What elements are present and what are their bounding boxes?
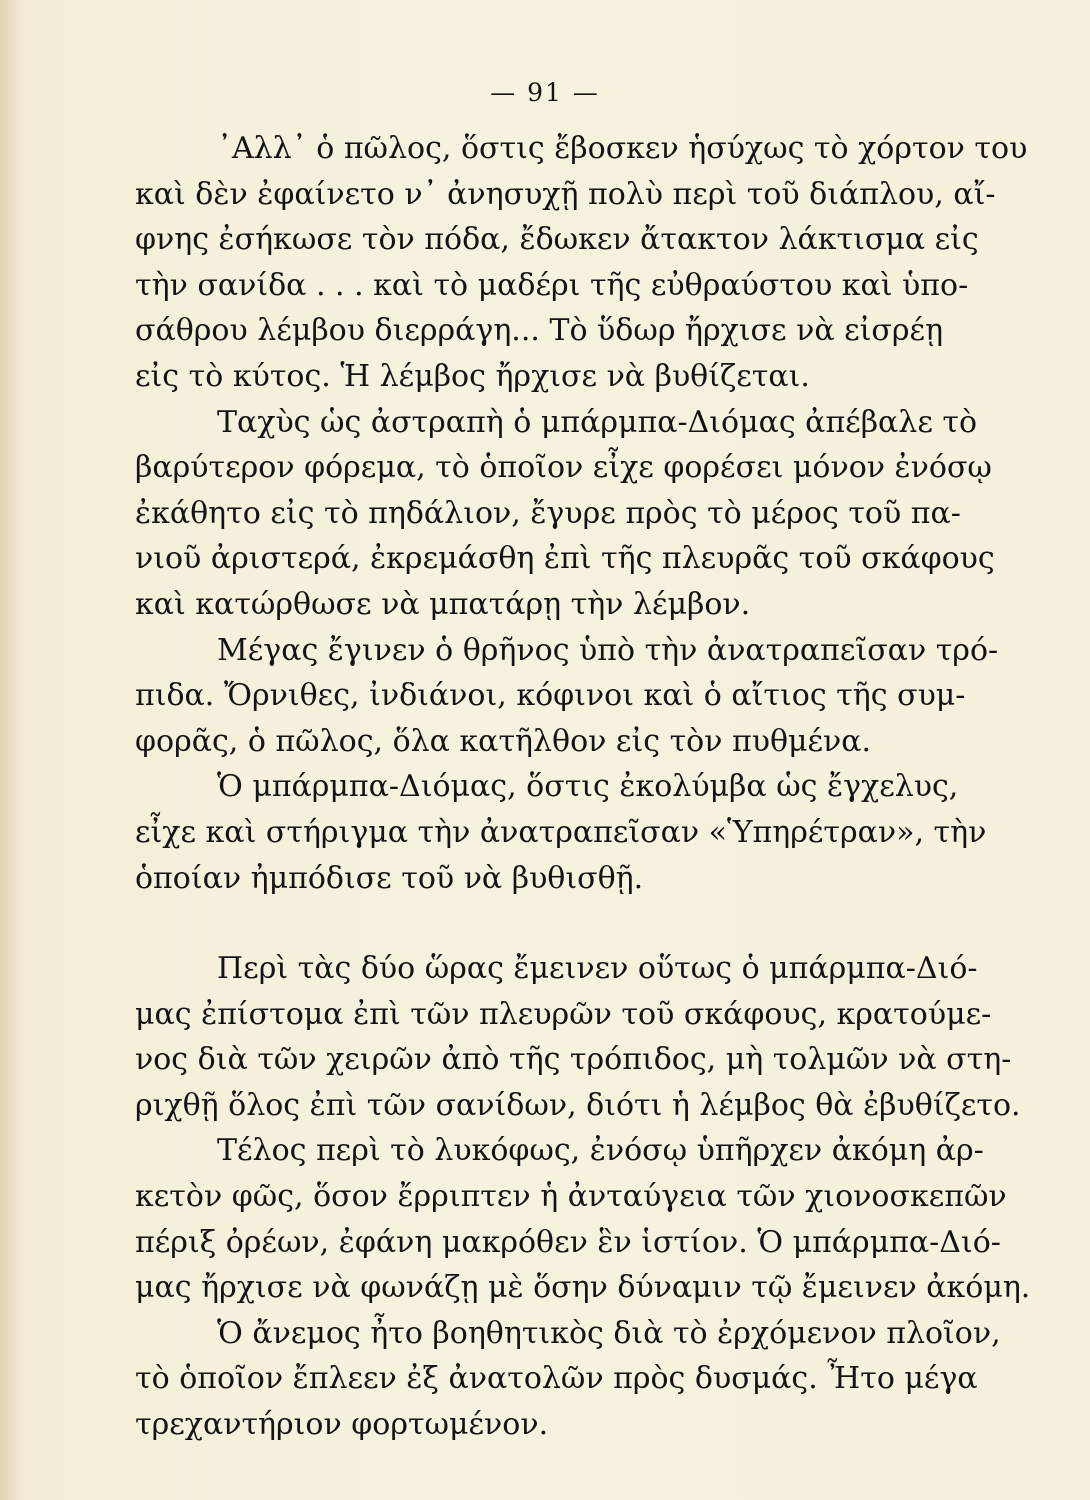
text-line: Ὁ ἄνεμος ἦτο βοηθητικὸς διὰ τὸ ἐρχόμενον πλοῖον, bbox=[217, 1315, 1001, 1351]
text-line: ὁποίαν ἠμπόδισε τοῦ νὰ βυθισθῇ. bbox=[135, 860, 644, 896]
paragraph-4 bbox=[135, 764, 987, 901]
text-line: πέριξ ὀρέων, ἐφάνη μακρόθεν ἓν ἱστίον. Ὁ μπάρμπα-Διό- bbox=[135, 1224, 1001, 1260]
paragraph-2 bbox=[135, 400, 995, 628]
paragraph-6 bbox=[135, 1128, 1031, 1310]
paragraph-7 bbox=[135, 1311, 1001, 1448]
text-line: νος διὰ τῶν χειρῶν ἀπὸ τῆς τρόπιδος, μὴ τολμῶν νὰ στη- bbox=[135, 1042, 1012, 1078]
text-line: φορᾶς, ὁ πῶλος, ὅλα κατῆλθον εἰς τὸν πυθμένα. bbox=[135, 723, 872, 759]
body-text bbox=[135, 126, 1031, 1448]
text-line: ἐκάθητο εἰς τὸ πηδάλιον, ἔγυρε πρὸς τὸ μέρος τοῦ πα- bbox=[135, 495, 961, 531]
text-line: εἰς τὸ κύτος. Ἡ λέμβος ἤρχισε νὰ βυθίζεται. bbox=[135, 358, 810, 394]
paragraph-3 bbox=[135, 628, 999, 765]
text-line: φνης ἐσήκωσε τὸν πόδα, ἔδωκεν ἄτακτον λάκτισμα εἰς bbox=[135, 222, 979, 258]
text-line: νιοῦ ἀριστερά, ἐκρεμάσθη ἐπὶ τῆς πλευρᾶς τοῦ σκάφους bbox=[135, 541, 995, 577]
text-line: τὸ ὁποῖον ἔπλεεν ἐξ ἀνατολῶν πρὸς δυσμάς. Ἦτο μέγα bbox=[135, 1361, 978, 1397]
text-line: βαρύτερον φόρεμα, τὸ ὁποῖον εἶχε φορέσει μόνον ἐνόσῳ bbox=[135, 450, 992, 486]
text-line: μας ἐπίστομα ἐπὶ τῶν πλευρῶν τοῦ σκάφους, κρατούμε- bbox=[135, 996, 992, 1032]
text-line: καὶ δὲν ἐφαίνετο ν᾿ ἀνησυχῇ πολὺ περὶ τοῦ διάπλου, αἴ- bbox=[135, 176, 996, 212]
paragraph-1 bbox=[135, 126, 1028, 400]
page-fold-shadow bbox=[0, 0, 26, 1500]
text-line: Μέγας ἔγινεν ὁ θρῆνος ὑπὸ τὴν ἀνατραπεῖσαν τρό- bbox=[217, 632, 999, 668]
text-line: Τέλος περὶ τὸ λυκόφως, ἐνόσῳ ὑπῆρχεν ἀκόμη ἀρ- bbox=[217, 1133, 984, 1169]
text-line: τὴν σανίδα . . . καὶ τὸ μαδέρι τῆς εὐθραύστου καὶ ὑπο- bbox=[135, 267, 969, 303]
text-line: πιδα. Ὄρνιθες, ἰνδιάνοι, κόφινοι καὶ ὁ αἴτιος τῆς συμ- bbox=[135, 678, 966, 714]
text-line: μας ἤρχισε νὰ φωνάζῃ μὲ ὅσην δύναμιν τῷ ἔμεινεν ἀκόμη. bbox=[135, 1270, 1031, 1306]
text-line: τρεχαντήριον φορτωμένον. bbox=[135, 1407, 549, 1443]
text-line: εἶχε καὶ στήριγμα τὴν ἀνατραπεῖσαν «Ὑπηρέτραν», τὴν bbox=[135, 814, 987, 850]
text-line: ριχθῇ ὅλος ἐπὶ τῶν σανίδων, διότι ἡ λέμβος θὰ ἐβυθίζετο. bbox=[135, 1087, 1021, 1123]
text-line: καὶ κατώρθωσε νὰ μπατάρῃ τὴν λέμβον. bbox=[135, 586, 751, 622]
page-number: — 91 — bbox=[490, 78, 600, 107]
text-line: Περὶ τὰς δύο ὥρας ἔμεινεν οὕτως ὁ μπάρμπα-Διό- bbox=[217, 951, 978, 987]
text-line: σάθρου λέμβου διερράγη... Τὸ ὕδωρ ἤρχισε νὰ εἰσρέῃ bbox=[135, 313, 944, 349]
section-gap bbox=[135, 901, 930, 946]
text-line: ᾿Αλλ᾿ ὁ πῶλος, ὅστις ἔβοσκεν ἡσύχως τὸ χόρτον του bbox=[217, 131, 1028, 166]
paragraph-5 bbox=[135, 946, 1021, 1128]
text-line: Ὁ μπάρμπα-Διόμας, ὅστις ἐκολύμβα ὡς ἔγχελυς, bbox=[217, 769, 959, 805]
text-line: Ταχὺς ὡς ἀστραπὴ ὁ μπάρμπα-Διόμας ἀπέβαλε τὸ bbox=[217, 404, 978, 440]
text-line: κετὸν φῶς, ὅσον ἔρριπτεν ἡ ἀνταύγεια τῶν χιονοσκεπῶν bbox=[135, 1179, 1007, 1215]
